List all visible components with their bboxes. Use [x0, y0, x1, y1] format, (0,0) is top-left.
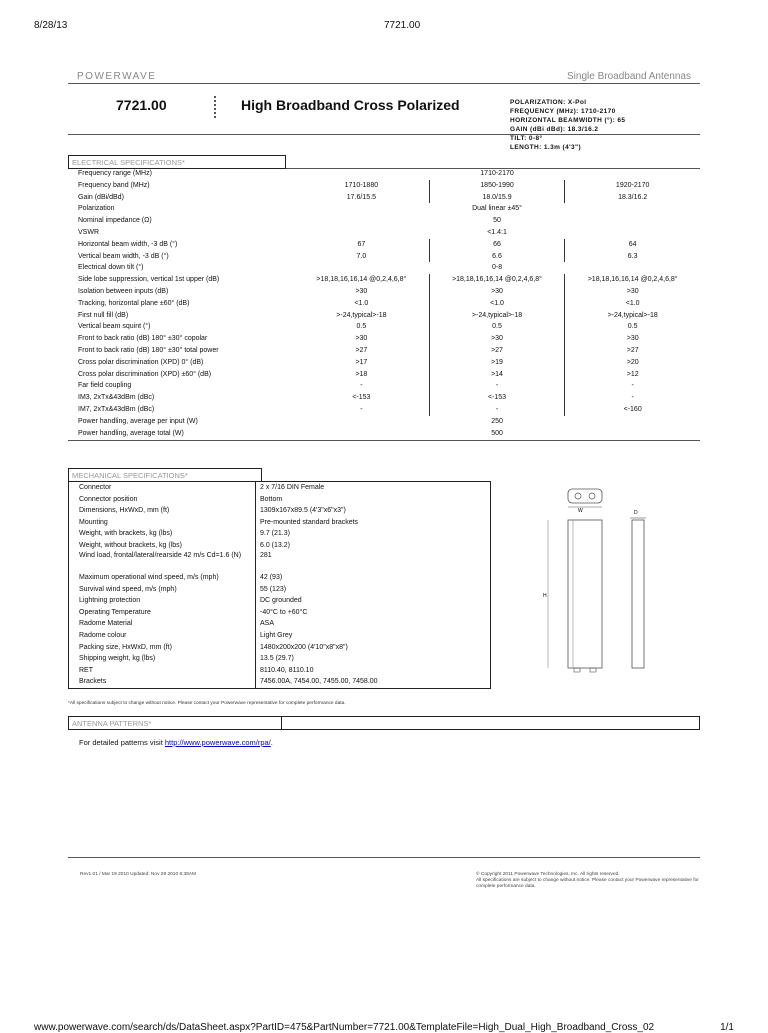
- mechanical-row: [69, 653, 491, 665]
- spec-value: 7.0: [356, 252, 367, 260]
- spec-value: >18: [355, 370, 368, 378]
- spec-value: 1480x200x200 (4'10"x8"x8"): [256, 642, 491, 654]
- spec-value: >17: [355, 358, 368, 366]
- spec-label: Cross polar discrimination (XPD) ±60° (dB): [78, 370, 212, 378]
- spec-label: Frequency band (MHz): [78, 181, 150, 189]
- spec-value: <1.0: [429, 298, 565, 310]
- electrical-row: [68, 321, 700, 333]
- spec-value: Light Grey: [256, 630, 491, 642]
- spec-value: <-153: [429, 392, 565, 404]
- spec-value: >27: [565, 345, 700, 357]
- electrical-row: [68, 215, 700, 227]
- spec-value: >14: [429, 369, 565, 381]
- spec-value: 17.6/15.5: [346, 193, 376, 201]
- spec-label: Dimensions, HxWxD, mm (ft): [79, 507, 170, 515]
- spec-label: IM3, 2xTx&43dBm (dBc): [78, 394, 155, 402]
- spec-value: 42 (93): [256, 572, 491, 584]
- spec-value: 9.7 (21.3): [256, 528, 491, 540]
- product-title: High Broadband Cross Polarized: [241, 97, 460, 113]
- spec-value: 0.5: [429, 321, 565, 333]
- electrical-row: [68, 274, 700, 286]
- revision-info: Rev1.01 / Mar 19 2010 Updated: Nov 29 2010 6:38AM: [80, 872, 196, 877]
- spec-label: Wind load, frontal/lateral/rearside 42 m/s Cd=1.6 (N): [79, 552, 242, 560]
- mechanical-row: [69, 505, 491, 517]
- electrical-row: [68, 357, 700, 369]
- antenna-top-view: [568, 489, 602, 507]
- electrical-row: [68, 298, 700, 310]
- spec-value: <-153: [352, 394, 371, 402]
- spec-value: 1710-1880: [344, 181, 379, 189]
- spec-value: 6.0 (13.2): [256, 540, 491, 552]
- spec-label: Radome Material: [79, 620, 133, 628]
- spec-value: -: [429, 404, 565, 416]
- spec-value: 18.3/16.2: [565, 192, 700, 204]
- spec-label: Survival wind speed, m/s (mph): [79, 585, 177, 593]
- spec-value: >30: [429, 333, 565, 345]
- spec-label: Operating Temperature: [79, 608, 151, 616]
- spec-label: RET: [79, 666, 93, 674]
- print-page-title: 7721.00: [384, 20, 421, 31]
- electrical-row: [68, 416, 700, 428]
- mechanical-row: [69, 676, 491, 688]
- patterns-link[interactable]: http://www.powerwave.com/rpa/: [164, 738, 271, 747]
- electrical-row: [68, 286, 700, 298]
- electrical-row: [68, 310, 700, 322]
- mechanical-row: [69, 572, 491, 584]
- spec-value: >19: [429, 357, 565, 369]
- spec-label: Front to back ratio (dB) 180° ±30° copolar: [78, 335, 208, 343]
- header-divider: [68, 83, 700, 84]
- spec-label: Vertical beam width, -3 dB (°): [78, 252, 169, 260]
- brand-name: POWERWAVE: [77, 71, 157, 82]
- spec-value: Bottom: [256, 494, 491, 506]
- spec-value: 1309x167x89.5 (4'3"x6"x3"): [256, 505, 491, 517]
- key-spec-line: LENGTH: 1.3m (4'3"): [510, 144, 582, 151]
- spec-value: >30: [565, 286, 700, 298]
- spec-value: 55 (123): [256, 584, 491, 596]
- spec-value: 0.5: [356, 323, 367, 331]
- model-number: 7721.00: [116, 97, 167, 113]
- patterns-intro: For detailed patterns visit: [79, 738, 165, 747]
- electrical-row: [68, 345, 700, 357]
- mechanical-row: [69, 665, 491, 677]
- spec-value: 281: [256, 551, 491, 572]
- electrical-bottom-rule: [68, 440, 700, 441]
- electrical-row: [68, 262, 700, 274]
- antenna-side-view: [630, 510, 646, 668]
- spec-value: 67: [357, 240, 366, 248]
- spec-value: <1.0: [565, 298, 700, 310]
- key-specs: [510, 98, 625, 152]
- width-dim-label: W: [578, 508, 583, 514]
- spec-value: 1850-1990: [429, 180, 565, 192]
- mechanical-row: [69, 607, 491, 619]
- mechanical-section-heading: MECHANICAL SPECIFICATIONS*: [68, 468, 262, 482]
- spec-label: Cross polar discrimination (XPD) 0° (dB): [78, 358, 204, 366]
- spec-value: 8110.40, 8110.10: [256, 665, 491, 677]
- patterns-heading-box: [282, 716, 700, 730]
- spec-value: >18,18,16,16,14 @0,2,4,6,8°: [565, 274, 700, 286]
- spec-value: -: [360, 405, 363, 413]
- spec-label: First null fill (dB): [78, 311, 129, 319]
- spec-label: Nominal impedance (Ω): [78, 217, 152, 225]
- electrical-row: [68, 333, 700, 345]
- mechanical-row: [69, 584, 491, 596]
- spec-value: >12: [565, 369, 700, 381]
- mechanical-row: [69, 595, 491, 607]
- antenna-front-view: [548, 520, 602, 672]
- depth-dim-label: D: [634, 510, 638, 516]
- spec-value: >20: [565, 357, 700, 369]
- spec-value: 18.0/15.9: [429, 192, 565, 204]
- spec-label: Weight, without brackets, kg (lbs): [79, 541, 182, 549]
- antenna-dimension-drawing: [540, 487, 660, 687]
- spec-value: >27: [355, 346, 368, 354]
- spec-label: VSWR: [78, 228, 99, 236]
- spec-value: 13.5 (29.7): [256, 653, 491, 665]
- spec-value: <1.0: [354, 299, 369, 307]
- spec-value: 250: [491, 417, 503, 425]
- spec-value: >30: [565, 333, 700, 345]
- print-url: www.powerwave.com/search/ds/DataSheet.aspx?PartID=475&PartNumber=7721.00&TemplateFile=High_Dual_High_Broadband_Cross_02: [34, 1022, 655, 1033]
- spec-value: 6.6: [429, 251, 565, 263]
- spec-value: Pre-mounted standard brackets: [256, 517, 491, 529]
- spec-label: Brackets: [79, 678, 107, 686]
- spec-label: IM7, 2xTx&43dBm (dBc): [78, 405, 155, 413]
- spec-value: 7456.00A, 7454.00, 7455.00, 7458.00: [256, 676, 491, 688]
- electrical-row: [68, 380, 700, 392]
- spec-label: Weight, with brackets, kg (lbs): [79, 530, 173, 538]
- spec-value: >30: [429, 286, 565, 298]
- spec-label: Electrical down tilt (°): [78, 264, 144, 272]
- spec-label: Power handling, average total (W): [78, 429, 184, 437]
- spec-label: Frequency range (MHz): [78, 170, 152, 177]
- electrical-row: [68, 203, 700, 215]
- spec-label: Polarization: [78, 205, 115, 213]
- spec-label: Radome colour: [79, 632, 127, 640]
- mechanical-row: [69, 630, 491, 642]
- spec-label: Horizontal beam width, -3 dB (°): [78, 240, 178, 248]
- spec-value: -: [429, 380, 565, 392]
- spec-value: DC grounded: [256, 595, 491, 607]
- title-separator: [214, 96, 216, 118]
- spec-value: -: [565, 380, 700, 392]
- footer-disclaimer: All specifications are subject to change without notice. Please contact your Powerwave representative for complete performance data.: [476, 877, 699, 889]
- spec-disclaimer: *All specifications subject to change without notice. Please contact your Powerwave representative for complete performance data.: [68, 701, 346, 706]
- key-spec-line: POLARIZATION: X-Pol: [510, 99, 587, 106]
- spec-label: Connector: [79, 484, 112, 491]
- key-spec-line: GAIN (dBi dBd): 18.3/16.2: [510, 126, 599, 133]
- title-divider: [68, 134, 700, 135]
- spec-value: 6.3: [565, 251, 700, 263]
- mechanical-spec-table: [68, 481, 491, 689]
- print-date: 8/28/13: [34, 20, 68, 31]
- spec-value: >27: [429, 345, 565, 357]
- spec-value: >18,18,16,16,14 @0,2,4,6,8°: [429, 274, 565, 286]
- spec-value: 0-8: [491, 264, 503, 272]
- electrical-row: [68, 369, 700, 381]
- mechanical-row: [69, 494, 491, 506]
- height-dim-label: H: [543, 593, 547, 599]
- electrical-row: [68, 192, 700, 204]
- spec-label: Mounting: [79, 518, 108, 526]
- spec-value: >18,18,16,16,14 @0,2,4,6,8°: [316, 276, 407, 284]
- electrical-row: [68, 428, 700, 440]
- spec-value: 0.5: [565, 321, 700, 333]
- spec-label: Shipping weight, kg (lbs): [79, 655, 156, 663]
- spec-label: Vertical beam squint (°): [78, 323, 151, 331]
- key-spec-line: FREQUENCY (MHz): 1710-2170: [510, 108, 616, 115]
- spec-value: -40°C to +60°C: [256, 607, 491, 619]
- spec-value: -: [565, 392, 700, 404]
- patterns-text: [79, 738, 273, 747]
- spec-value: -: [360, 382, 363, 390]
- spec-value: ASA: [256, 618, 491, 630]
- mechanical-row: [69, 540, 491, 552]
- spec-value: <-160: [565, 404, 700, 416]
- mechanical-row: [69, 517, 491, 529]
- spec-label: Power handling, average per input (W): [78, 417, 198, 425]
- electrical-section-heading: ELECTRICAL SPECIFICATIONS*: [68, 155, 286, 169]
- mechanical-row: [69, 482, 491, 494]
- electrical-row: [68, 227, 700, 239]
- print-page-count: 1/1: [720, 1022, 734, 1033]
- spec-value: 50: [493, 217, 501, 225]
- mechanical-row: [69, 528, 491, 540]
- mechanical-row: [69, 618, 491, 630]
- mechanical-row: [69, 642, 491, 654]
- spec-value: 2 x 7/16 DIN Female: [256, 482, 491, 494]
- spec-value: 500: [491, 429, 503, 437]
- spec-value: <1.4:1: [487, 228, 507, 236]
- electrical-row: [68, 168, 700, 180]
- spec-value: >-24,typical>-18: [336, 311, 387, 319]
- electrical-row: [68, 239, 700, 251]
- key-spec-line: HORIZONTAL BEAMWIDTH (°): 65: [510, 117, 626, 124]
- spec-value: >30: [355, 335, 368, 343]
- spec-value: >-24,typical>-18: [429, 310, 565, 322]
- spec-label: Far field coupling: [78, 382, 132, 390]
- spec-value: 64: [565, 239, 700, 251]
- patterns-section-heading: ANTENNA PATTERNS*: [68, 716, 282, 730]
- copyright-text: © Copyright 2011 Powerwave Technologies, Inc. All rights reserved.: [476, 872, 620, 877]
- electrical-spec-table: [68, 168, 700, 439]
- electrical-row: [68, 180, 700, 192]
- electrical-row: [68, 251, 700, 263]
- spec-value: >30: [355, 287, 368, 295]
- spec-label: Side lobe suppression, vertical 1st upper (dB): [78, 276, 220, 284]
- spec-label: Isolation between inputs (dB): [78, 287, 169, 295]
- spec-label: Maximum operational wind speed, m/s (mph): [79, 574, 219, 582]
- spec-label: Lightning protection: [79, 597, 141, 605]
- key-spec-line: TILT: 0-8°: [510, 135, 543, 142]
- spec-label: Connector position: [79, 495, 138, 503]
- electrical-row: [68, 392, 700, 404]
- spec-value: >-24,typical>-18: [565, 310, 700, 322]
- spec-value: 1920-2170: [565, 180, 700, 192]
- spec-value: 1710-2170: [480, 170, 514, 177]
- footer-divider: [68, 857, 700, 858]
- electrical-row: [68, 404, 700, 416]
- mechanical-row: [69, 551, 491, 572]
- spec-label: Packing size, HxWxD, mm (ft): [79, 643, 172, 651]
- patterns-period: .: [270, 738, 273, 747]
- spec-value: 66: [429, 239, 565, 251]
- spec-label: Tracking, horizontal plane ±60° (dB): [78, 299, 190, 307]
- product-category: Single Broadband Antennas: [567, 71, 691, 82]
- spec-label: Front to back ratio (dB) 180° ±30° total power: [78, 346, 219, 354]
- spec-label: Gain (dBi/dBd): [78, 193, 124, 201]
- spec-value: Dual linear ±45°: [472, 205, 522, 213]
- copyright-block: [476, 872, 716, 889]
